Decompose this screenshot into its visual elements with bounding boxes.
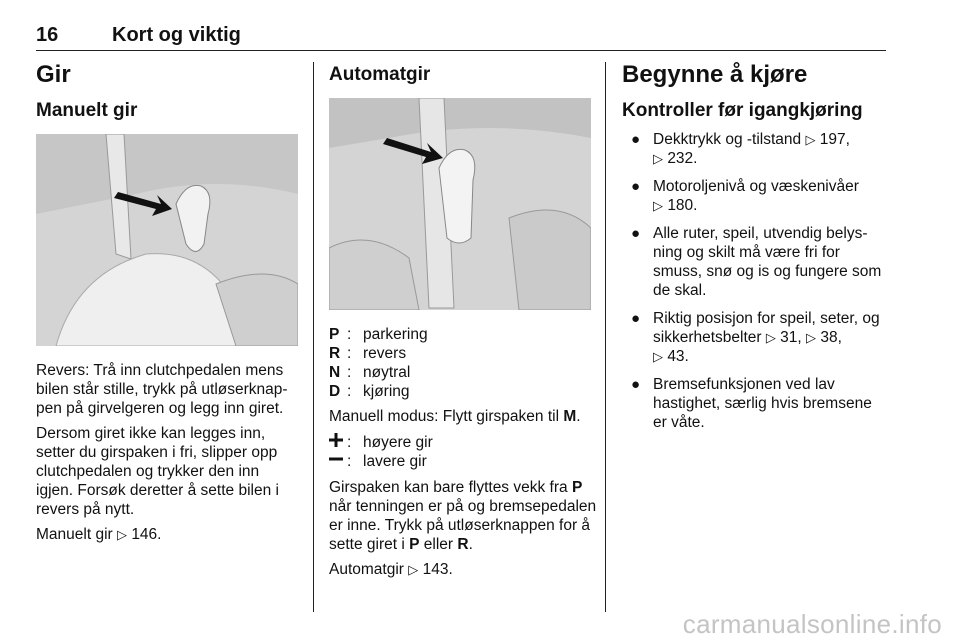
punct: . <box>576 408 581 425</box>
release-text: Girspaken kan bare flyttes vekk fra <box>329 479 568 496</box>
triangle-ref-icon: ▷ <box>805 132 816 147</box>
checklist <box>622 130 888 432</box>
column-automatic-gear <box>329 60 597 579</box>
reverse-instruction: Revers: Trå inn clutchpedalen mens bilen står stille, trykk på utløserknappen på girvelgeren og legg inn giret. <box>36 362 288 417</box>
release-instruction <box>329 478 597 554</box>
bullet-icon: ● <box>631 225 641 242</box>
list-item <box>622 375 888 432</box>
gear-key: P <box>409 536 420 553</box>
ref-page[interactable]: 232. <box>667 150 698 167</box>
separator: : <box>347 364 352 381</box>
gear-key: P <box>571 479 583 496</box>
bullet-icon: ● <box>631 376 641 393</box>
gear-label: revers <box>363 345 407 362</box>
automatic-gear-illustration <box>329 98 591 310</box>
triangle-ref-icon: ▷ <box>653 198 663 213</box>
punct: . <box>468 536 473 553</box>
triangle-ref-icon: ▷ <box>653 349 663 364</box>
column-start-driving <box>622 60 888 441</box>
item-text: Riktig posisjon for speil, seter, og sikkerhetsbelter <box>653 310 880 346</box>
release-text: eller <box>423 536 454 553</box>
gear-label: kjøring <box>363 383 410 400</box>
item-text: Motoroljenivå og væskenivåer <box>653 178 859 195</box>
page-number: 16 <box>36 24 59 46</box>
column-divider <box>605 62 606 612</box>
separator: : <box>347 345 352 362</box>
gear-key: R <box>329 345 341 362</box>
triangle-ref-icon: ▷ <box>806 330 817 345</box>
subsection-heading: Kontroller før igangkjøring <box>622 100 863 121</box>
gear-positions-list <box>329 325 597 401</box>
list-item <box>622 224 888 300</box>
section-heading: Begynne å kjøre <box>622 61 808 88</box>
manual-gear-illustration <box>36 134 298 346</box>
gear-label: parkering <box>363 326 428 343</box>
gear-key: N <box>329 364 341 381</box>
watermark: carmanualsonline.info <box>682 609 942 639</box>
gear-label: nøytral <box>363 364 411 381</box>
list-item <box>622 177 888 215</box>
ref-page[interactable]: 38, <box>820 329 842 346</box>
column-manual-gear <box>36 60 300 544</box>
subsection-heading: Manuelt gir <box>36 100 138 121</box>
cross-reference[interactable] <box>329 560 597 579</box>
ref-page: 143. <box>422 561 453 578</box>
item-text: Alle ruter, speil, utvendig belysning og skilt må være fri for smuss, snø og is og fungere som de skal. <box>653 225 882 299</box>
column-divider <box>313 62 314 612</box>
shift-up-label: høyere gir <box>363 434 433 451</box>
chapter-title: Kort og viktig <box>112 24 241 46</box>
gear-key: P <box>329 326 340 343</box>
separator: : <box>347 434 352 451</box>
ref-page[interactable]: 197, <box>819 131 850 148</box>
manual-mode-text <box>329 407 597 426</box>
ref-label: Automatgir <box>329 561 404 578</box>
page-header <box>36 24 886 51</box>
triangle-ref-icon: ▷ <box>765 330 776 345</box>
triangle-ref-icon: ▷ <box>117 527 127 542</box>
separator: : <box>347 326 352 343</box>
manual-mode-key: M <box>563 408 577 425</box>
plus-icon <box>329 433 347 452</box>
item-text: Dekktrykk og -tilstand <box>653 131 802 148</box>
bullet-icon: ● <box>631 178 641 195</box>
bullet-icon: ● <box>631 310 641 327</box>
ref-page: 146. <box>131 526 162 543</box>
reverse-troubleshoot: Dersom giret ikke kan legges inn, setter du girspaken i fri, slipper opp clutchpedalen og trykker den inn igjen. Forsøk deretter å sette bilen i revers på nytt. <box>36 425 279 518</box>
triangle-ref-icon: ▷ <box>653 151 663 166</box>
minus-icon <box>329 452 347 471</box>
gear-key: R <box>457 536 469 553</box>
gear-key: D <box>329 383 341 400</box>
section-heading: Gir <box>36 61 71 88</box>
ref-label: Manuelt gir <box>36 526 113 543</box>
list-item <box>622 130 888 168</box>
list-item <box>622 309 888 366</box>
ref-page[interactable]: 43. <box>667 348 689 365</box>
ref-page[interactable]: 180. <box>667 197 698 214</box>
cross-reference[interactable] <box>36 525 300 544</box>
bullet-icon: ● <box>631 131 641 148</box>
shift-list <box>329 433 597 471</box>
separator: : <box>347 453 352 470</box>
subsection-heading: Automatgir <box>329 64 431 85</box>
manual-mode-label: Manuell modus: Flytt girspaken til <box>329 408 560 425</box>
shift-down-label: lavere gir <box>363 453 427 470</box>
separator: : <box>347 383 352 400</box>
item-text: Bremsefunksjonen ved lav hastighet, særlig hvis bremsene er våte. <box>653 376 872 431</box>
triangle-ref-icon: ▷ <box>408 562 419 577</box>
ref-page[interactable]: 31, <box>780 329 802 346</box>
automatic-gear-drawing <box>329 98 591 310</box>
manual-gear-drawing <box>36 134 298 346</box>
release-text: når tenningen er på og bremsepedalen er inne. Trykk på utløserknappen for å sette giret i <box>329 498 597 553</box>
